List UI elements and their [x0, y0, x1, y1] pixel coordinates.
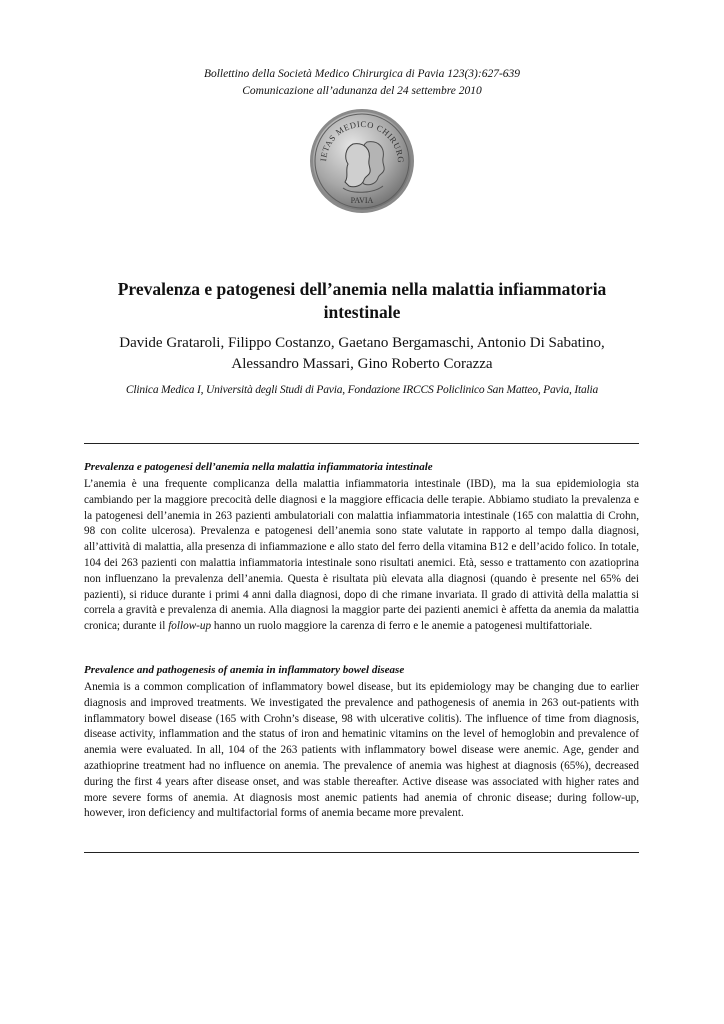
abstract-italian-text-end: hanno un ruolo maggiore la carenza di ferro e le anemie a patogenesi multifattoriale.	[211, 620, 593, 633]
communication-date: Comunicazione all’adunanza del 24 settembre 2010	[242, 85, 482, 97]
abstract-english-body: Anemia is a common complication of inflammatory bowel disease, but its epidemiology may be changing due to earlier diagnosis and improved treatments. We investigated the prevalence and pathogenesis of anemia in 263 out-patients with inflammatory bowel disease (165 with Crohn’s disease, 98 with ulcerative colitis). The influence of time from diagnosis, disease activity, inflammation and the status of iron and hematinic vitamins on the level of hemoglobin and prevalence of anemia were evaluated. In all, 104 of the 263 patients with inflammatory bowel disease were anemic. Age, gender and azathioprine treatment had no influence on anemia. The prevalence of anemia was highest at diagnosis (65%), decreased during the first 4 years after disease onset, and was stable thereafter. Active disease was associated with higher rates and more severe forms of anemia. At diagnosis most anemic patients had anemia of chronic disease; during follow-up, however, iron deficiency and multifactorial forms of anemia became more prevalent.	[84, 681, 639, 820]
society-seal	[309, 108, 415, 214]
abstract-english-title: Prevalence and pathogenesis of anemia in inflammatory bowel disease	[84, 664, 405, 676]
seal-pavia-text: PAVIA	[350, 196, 374, 205]
authors	[70, 333, 654, 375]
abstract-english	[84, 663, 639, 822]
bottom-rule	[84, 852, 639, 853]
affiliation: Clinica Medica I, Università degli Studi di Pavia, Fondazione IRCCS Policlinico San Matteo, Pavia, Italia	[125, 384, 599, 396]
abstract-italian-text: L’anemia è una frequente complicanza della malattia infiammatoria intestinale (IBD), ma la sua epidemiologia sta cambiando per la maggiore precocità delle diagnosi e la maggiore efficacia delle terapie. Abbiamo studiato la prevalenza e la patogenesi dell’anemia in 263 pazienti ambulatoriali con malattia infiammatoria intestinale (165 con malattia di Crohn, 98 con colite ulcerosa). Prevalenza e patogenesi dell’anemia sono state valutate in rapporto al tempo dalla diagnosi, all’attività di malattia, alla presenza di infiammazione e allo stato del ferro della vitamina B12 e dell’acido folico. In totale, 104 dei 263 pazienti con malattia infiammatoria intestinale sono risultati anemici. Età, sesso e trattamento con azatioprina non influenzano la prevalenza dell’anemia. Questa è risultata più elevata alla diagnosi (quando è presente nel 65% dei pazienti), si riduce durante i primi 4 anni dalla diagnosi, dopo di che rimane invariata. Il grado di attività della malattia si correla a gravità e prevalenza di anemia. Alla diagnosi la maggior parte dei pazienti anemici è affetta da anemia da malattia cronica; durante il	[84, 478, 639, 633]
svg-text:SOCIETAS MEDICO CHIRURGICA: IETAS MEDICO CHIRURG	[318, 118, 407, 164]
top-rule	[84, 443, 639, 444]
authors-line-2: Alessandro Massari, Gino Roberto Corazza	[231, 356, 493, 372]
authors-line-1: Davide Grataroli, Filippo Costanzo, Gaetano Bergamaschi, Antonio Di Sabatino,	[119, 335, 605, 351]
article-title: Prevalenza e patogenesi dell’anemia nella malattia infiammatoria intestinale	[117, 279, 607, 322]
abstract-italian-title: Prevalenza e patogenesi dell’anemia nella malattia infiammatoria intestinale	[84, 461, 433, 473]
abstract-italian-body	[84, 477, 639, 635]
journal-reference: Bollettino della Società Medico Chirurgica di Pavia 123(3):627-639	[203, 68, 521, 80]
follow-up-term: follow-up	[168, 620, 212, 633]
abstract-italian	[84, 460, 639, 635]
